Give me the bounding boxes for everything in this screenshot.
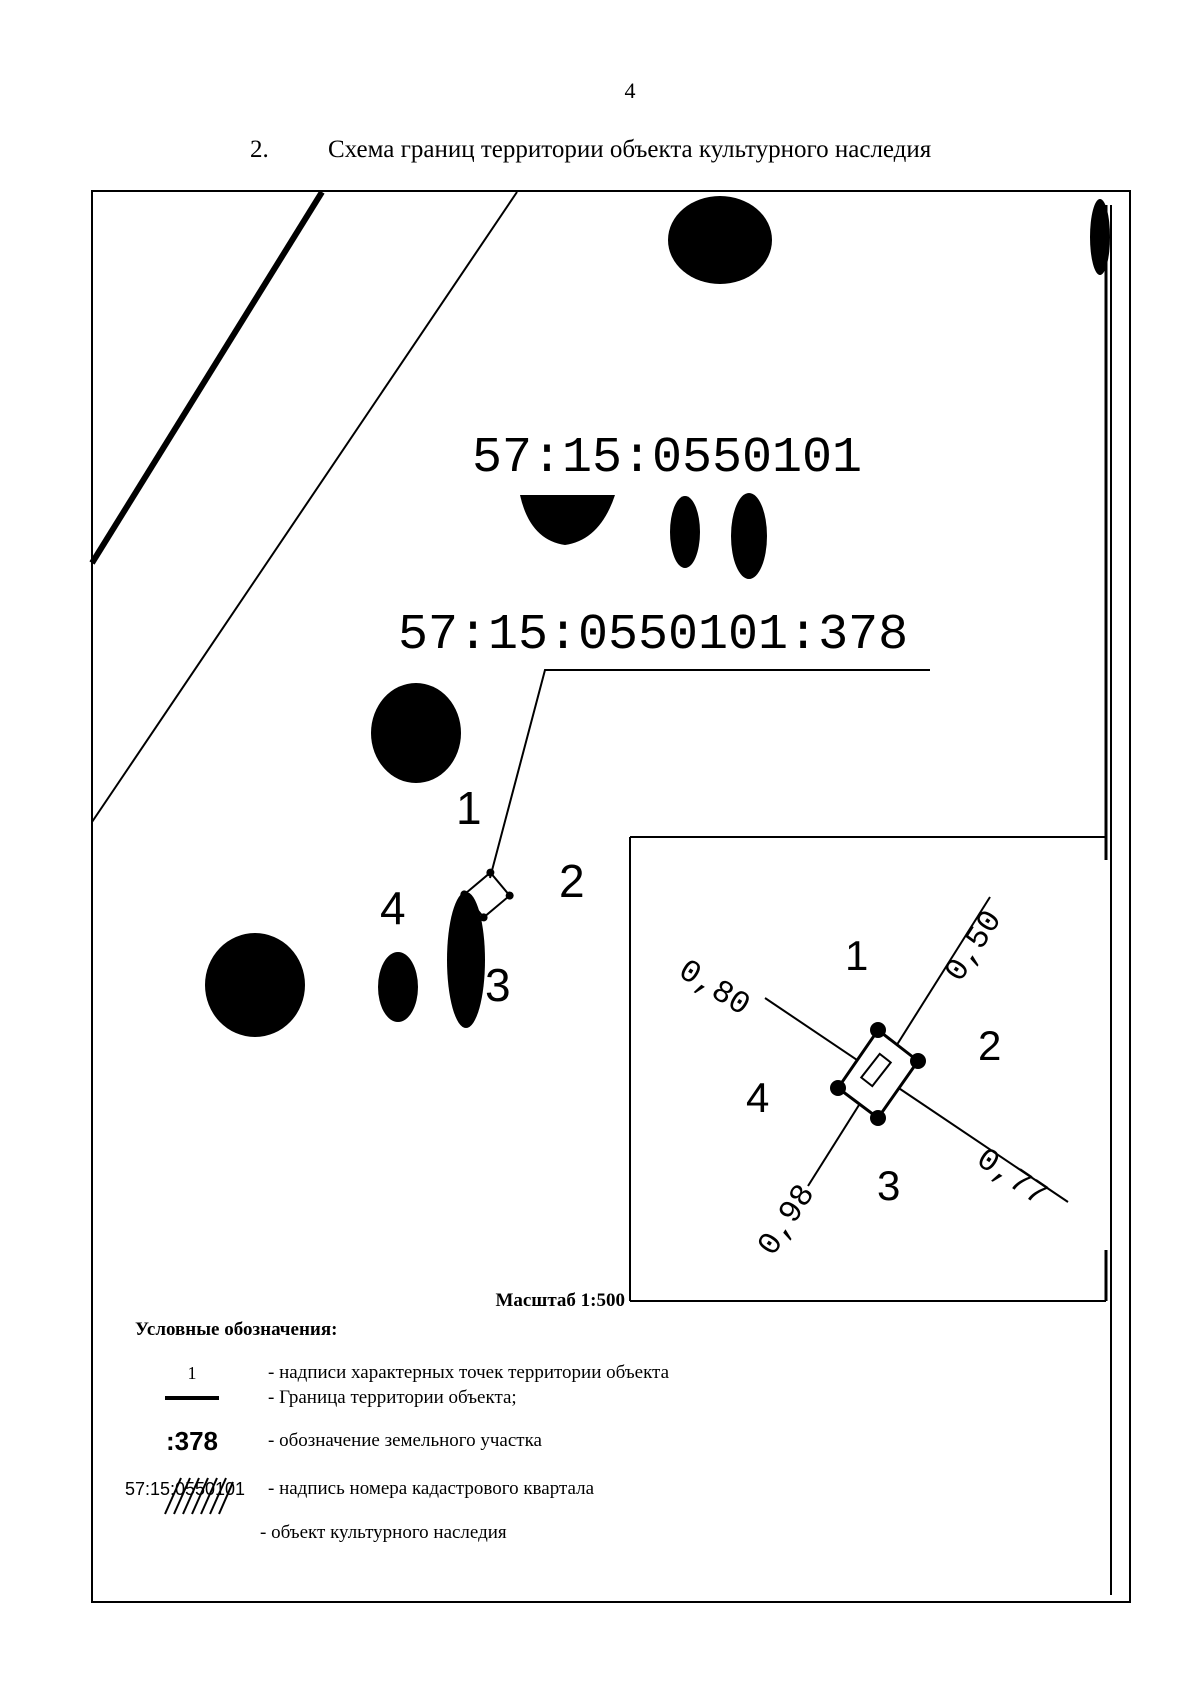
legend-title: Условные обозначения: [135, 1319, 338, 1340]
legend-text: - надписи характерных точек территории объекта [268, 1362, 670, 1383]
boundary-line-symbol [165, 1396, 219, 1400]
legend-text: - надпись номера кадастрового квартала [268, 1478, 595, 1499]
shrub-blob [520, 495, 615, 545]
boundary-point [870, 1022, 886, 1038]
legend-symbol-quarter: 57:15:0550101 [124, 1478, 246, 1499]
road-line-thick [92, 192, 322, 563]
inset-detail [630, 837, 1106, 1301]
shrub-blob [731, 493, 767, 579]
shrub-blob [205, 933, 305, 1037]
shrub-blob [668, 196, 772, 284]
heading-title: Схема границ территории объекта культурного наследия [328, 136, 932, 163]
shrub-blob [371, 683, 461, 783]
shrub-blob [1090, 199, 1110, 275]
inset-distance-label: 0,77 [969, 1140, 1054, 1215]
shrub-blob [670, 496, 700, 568]
map-point-label-4: 4 [380, 882, 406, 934]
quarter-label: 57:15:0550101 [472, 430, 863, 487]
parcel-leader-line [490, 670, 930, 878]
inset-point-label-2: 2 [978, 1022, 1002, 1069]
inset-distance-label: 0,98 [750, 1177, 824, 1263]
inset-distance-label: 0,50 [937, 903, 1011, 989]
inset-point-label-3: 3 [877, 1162, 901, 1209]
parcel-label: 57:15:0550101:378 [398, 607, 909, 664]
shrub-blob [378, 952, 418, 1022]
legend-item [120, 1423, 840, 1459]
map-point-label-3: 3 [485, 959, 511, 1011]
legend-item [120, 1380, 840, 1416]
inset-distance-label: 0,80 [671, 952, 757, 1025]
legend-text: - объект культурного наследия [260, 1522, 507, 1543]
boundary-point [870, 1110, 886, 1126]
map-point-label-1: 1 [456, 782, 482, 834]
legend-text: - обозначение земельного участка [268, 1430, 542, 1451]
heading-number: 2. [250, 136, 269, 163]
boundary-point [910, 1053, 926, 1069]
legend-item [120, 1471, 840, 1507]
map-scale: Масштаб 1:500 [495, 1290, 625, 1311]
legend-symbol-parcel: :378 [165, 1425, 219, 1456]
inset-point-label-1: 1 [845, 932, 869, 979]
boundary-point [830, 1080, 846, 1096]
page-number: 4 [624, 78, 636, 103]
legend-symbol-point: 1 [187, 1362, 197, 1383]
legend-text: - Граница территории объекта; [268, 1387, 517, 1408]
inset-point-label-4: 4 [746, 1074, 770, 1121]
map-point-label-2: 2 [559, 855, 585, 907]
legend-item [256, 1515, 856, 1551]
